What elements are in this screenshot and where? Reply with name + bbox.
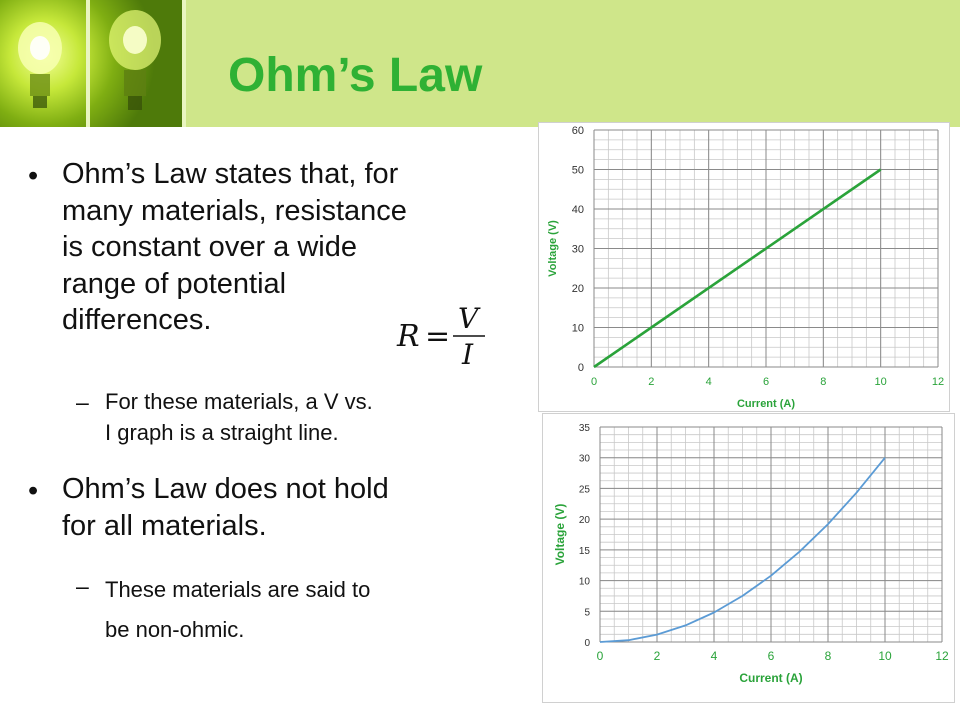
y-tick-label: 0 [584, 638, 590, 649]
bullet-dot: • [28, 160, 39, 192]
nonlinear-vi-chart [542, 413, 955, 703]
y-tick-label: 5 [584, 607, 590, 619]
bullet-line: For these materials, a V vs. [105, 389, 373, 414]
y-tick-label: 40 [571, 204, 584, 216]
slide-title: Ohm’s Law [228, 49, 483, 102]
x-tick-label: 6 [767, 649, 775, 663]
y-tick-label: 50 [571, 164, 584, 177]
y-tick-label: 25 [578, 484, 590, 496]
bullet-line: is constant over a wide [62, 231, 357, 263]
y-tick-label: 10 [578, 576, 590, 588]
x-tick-label: 10 [874, 376, 887, 388]
x-tick-label: 12 [931, 376, 945, 388]
y-tick-label: 10 [571, 322, 584, 335]
bullet-dot: • [28, 475, 39, 507]
x-tick-label: 0 [590, 376, 598, 388]
y-tick-label: 20 [578, 515, 590, 527]
bullet-line: Ohm’s Law states that, for [62, 158, 399, 190]
formula-lhs: R [397, 319, 420, 354]
formula-numerator: V [458, 302, 479, 335]
x-tick-label: 2 [648, 376, 655, 388]
sub-bullet-item [105, 386, 373, 448]
lightbulb-photo [0, 0, 186, 127]
bullet-line: Ohm’s Law does not hold [62, 473, 389, 505]
x-tick-label: 8 [820, 376, 827, 388]
bullet-line: I graph is a straight line. [105, 420, 339, 445]
x-tick-label: 4 [705, 376, 712, 388]
sub-bullet-dash: – [76, 573, 89, 599]
formula-denominator: I [462, 338, 474, 370]
bullet-line: many materials, resistance [62, 194, 407, 227]
sub-bullet-dash: – [76, 389, 89, 415]
y-tick-label: 20 [571, 283, 584, 295]
x-tick-label: 2 [653, 649, 661, 663]
y-tick-label: 15 [578, 545, 590, 557]
bullet-line: differences. [62, 304, 212, 336]
x-tick-label: 4 [710, 649, 718, 663]
x-tick-label: 0 [596, 649, 604, 663]
sub-bullet-item [105, 570, 370, 650]
y-tick-label: 30 [578, 453, 590, 465]
y-tick-label: 35 [578, 423, 590, 434]
bullet-line: These materials are said to [105, 577, 371, 602]
x-tick-label: 6 [762, 376, 770, 388]
x-tick-label: 12 [935, 649, 949, 663]
bullet-line: range of potential [62, 267, 287, 300]
lightbulb-icon [0, 0, 186, 127]
photo-separator [182, 0, 186, 127]
x-tick-label: 8 [824, 649, 832, 663]
x-axis-title: Current (A) [736, 398, 796, 410]
bullet-line: for all materials. [62, 509, 267, 542]
x-axis-title: Current (A) [739, 671, 803, 685]
bullet-item [62, 471, 389, 544]
y-axis-title: Voltage (V) [553, 503, 567, 566]
formula-equals: = [425, 319, 451, 354]
bullet-item [62, 156, 407, 339]
y-tick-label: 30 [571, 243, 584, 256]
x-tick-label: 10 [878, 649, 892, 663]
linear-vi-chart [538, 122, 950, 412]
resistance-formula [395, 300, 490, 370]
photo-separator [86, 0, 90, 127]
y-tick-label: 60 [571, 125, 584, 137]
chart-frame [539, 123, 950, 412]
chart-frame [543, 414, 955, 703]
y-tick-label: 0 [577, 362, 584, 374]
bullet-line: be non-ohmic. [105, 617, 245, 642]
y-axis-title: Voltage (V) [547, 220, 559, 277]
